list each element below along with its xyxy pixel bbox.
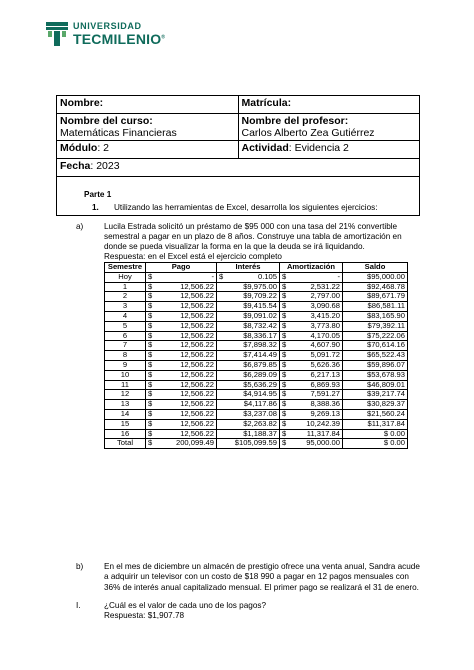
amortizacion-cell: $ 8,388.36 — [280, 400, 343, 410]
saldo-cell: $11,317.84 — [343, 419, 408, 429]
modulo-cell: Módulo: 2 — [57, 141, 239, 159]
pago-cell: $ 12,506.22 — [146, 351, 217, 361]
amortizacion-cell: $ 3,415.20 — [280, 311, 343, 321]
interes-cell: $7,414.49 — [217, 351, 280, 361]
amortizacion-cell: $ 10,242.39 — [280, 419, 343, 429]
interes-cell: $8,336.17 — [217, 331, 280, 341]
amortizacion-cell: $ 11,317.84 — [280, 429, 343, 439]
semestre-cell: 16 — [105, 429, 146, 439]
amortizacion-cell: $ 95,000.00 — [280, 439, 343, 449]
amortizacion-cell: $ 2,531.22 — [280, 282, 343, 292]
instruction-1: 1. Utilizando las herramientas de Excel, desarrolla los siguientes ejercicios: — [92, 203, 378, 213]
pago-cell: $ 12,506.22 — [146, 331, 217, 341]
profesor-cell: Nombre del profesor: Carlos Alberto Zea Gutiérrez — [238, 114, 420, 141]
amortizacion-cell: $ 3,090.68 — [280, 302, 343, 312]
pago-cell: $ 12,506.22 — [146, 302, 217, 312]
fecha-value: : 2023 — [90, 160, 120, 172]
saldo-cell: $75,222.06 — [343, 331, 408, 341]
interes-cell: $8,732.42 — [217, 321, 280, 331]
amortizacion-cell: $ - — [280, 272, 343, 282]
amortizacion-cell: $ 3,773.80 — [280, 321, 343, 331]
saldo-cell: $39,217.74 — [343, 390, 408, 400]
interes-cell: $9,975.00 — [217, 282, 280, 292]
amortizacion-cell: $ 4,607.90 — [280, 341, 343, 351]
semestre-cell: Total — [105, 439, 146, 449]
saldo-cell: $ 0.00 — [343, 429, 408, 439]
semestre-cell: 12 — [105, 390, 146, 400]
interes-cell: $5,636.29 — [217, 380, 280, 390]
exercise-a: a) Lucila Estrada solicitó un préstamo de $95 000 con una tasa del 21% convertible semestral a pagar en un plazo de 8 años. Construye una tabla de amortización en donde se pueda visualizar la forma en la que la deuda se irá liquidando. Respuesta: en el Excel está el ejercicio completo — [84, 222, 424, 263]
exercise-a-answer: Respuesta: en el Excel está el ejercicio completo — [104, 252, 282, 262]
amortizacion-cell: $ 2,797.00 — [280, 292, 343, 302]
amortizacion-cell: $ 6,217.13 — [280, 370, 343, 380]
saldo-cell: $92,468.78 — [343, 282, 408, 292]
pago-cell: $ 12,506.22 — [146, 292, 217, 302]
nombre-cell: Nombre: — [57, 96, 239, 114]
pago-cell: $ 12,506.22 — [146, 341, 217, 351]
pago-cell: $ 12,506.22 — [146, 370, 217, 380]
semestre-cell: 3 — [105, 302, 146, 312]
semestre-cell: 10 — [105, 370, 146, 380]
interes-cell: $9,415.54 — [217, 302, 280, 312]
saldo-cell: $79,392.11 — [343, 321, 408, 331]
saldo-cell: $21,560.24 — [343, 409, 408, 419]
semestre-cell: 13 — [105, 400, 146, 410]
semestre-cell: 14 — [105, 409, 146, 419]
interes-cell: $1,188.37 — [217, 429, 280, 439]
semestre-cell: 15 — [105, 419, 146, 429]
interes-cell: $3,237.08 — [217, 409, 280, 419]
logo-line-tecmilenio: TECMILENIO® — [73, 31, 166, 47]
interes-cell: $9,709.22 — [217, 292, 280, 302]
part-heading: Parte 1 — [84, 190, 112, 199]
amortization-table — [104, 262, 408, 449]
saldo-cell: $89,671.79 — [343, 292, 408, 302]
pago-cell: $ - — [146, 272, 217, 282]
interes-cell: $2,263.82 — [217, 419, 280, 429]
pago-cell: $ 12,506.22 — [146, 390, 217, 400]
semestre-cell: 5 — [105, 321, 146, 331]
exercise-b: b) En el mes de diciembre un almacén de prestigio ofrece una venta anual, Sandra acude a adquirir un televisor con un costo de $18 990 a pagar en 12 pagos mensuales con 36% de interés anual capitalizado mensual. El primer pago se realizará el 31 de enero. — [84, 562, 424, 593]
pago-cell: $ 12,506.22 — [146, 380, 217, 390]
saldo-cell: $59,896.07 — [343, 360, 408, 370]
column-header: Pago — [146, 263, 217, 273]
semestre-cell: 1 — [105, 282, 146, 292]
interes-cell: $6,289.09 — [217, 370, 280, 380]
question-i: I. ¿Cuál es el valor de cada uno de los pagos? Respuesta: $1,907.78 — [76, 600, 267, 620]
amortizacion-cell: $ 6,869.93 — [280, 380, 343, 390]
amortizacion-cell: $ 5,626.36 — [280, 360, 343, 370]
saldo-cell: $46,809.01 — [343, 380, 408, 390]
column-header: Amortización — [280, 263, 343, 273]
saldo-cell: $95,000.00 — [343, 272, 408, 282]
semestre-cell: 11 — [105, 380, 146, 390]
interes-cell: $105,099.59 — [217, 439, 280, 449]
table-row — [105, 439, 408, 449]
saldo-cell: $ 0.00 — [343, 439, 408, 449]
interes-cell: $ 0.105 — [217, 272, 280, 282]
column-header: Semestre — [105, 263, 146, 273]
semestre-cell: 8 — [105, 351, 146, 361]
actividad-cell: Actividad: Evidencia 2 — [238, 141, 420, 159]
question-i-answer: Respuesta: $1,907.78 — [104, 611, 185, 620]
pago-cell: $ 12,506.22 — [146, 400, 217, 410]
interes-cell: $7,898.32 — [217, 341, 280, 351]
pago-cell: $ 12,506.22 — [146, 282, 217, 292]
column-header: Saldo — [343, 263, 408, 273]
pago-cell: $ 12,506.22 — [146, 311, 217, 321]
interes-cell: $6,879.85 — [217, 360, 280, 370]
exercise-b-text: En el mes de diciembre un almacén de prestigio ofrece una venta anual, Sandra acude a adquirir un televisor con un costo de $18 990 a pagar en 12 pagos mensuales con 36% de interés anual capitalizado mensual. El primer pago se realizará el 31 de enero. — [104, 562, 420, 592]
column-header: Interés — [217, 263, 280, 273]
saldo-cell: $53,678.93 — [343, 370, 408, 380]
table-header-row — [105, 263, 408, 273]
pago-cell: $ 12,506.22 — [146, 321, 217, 331]
interes-cell: $4,914.95 — [217, 390, 280, 400]
amortizacion-cell: $ 9,269.13 — [280, 409, 343, 419]
saldo-cell: $70,614.16 — [343, 341, 408, 351]
exercise-a-text: Lucila Estrada solicitó un préstamo de $95 000 con una tasa del 21% convertible semestral a pagar en un plazo de 8 años. Construye una tabla de amortización en donde se pueda visualizar la forma en la que la deuda se irá liquidando. — [104, 221, 402, 251]
amortizacion-cell: $ 5,091.72 — [280, 351, 343, 361]
semestre-cell: 2 — [105, 292, 146, 302]
university-logo — [46, 22, 165, 46]
exercise-content — [76, 190, 424, 263]
saldo-cell: $30,829.37 — [343, 400, 408, 410]
logo-line-universidad: UNIVERSIDAD — [73, 21, 142, 31]
curso-cell: Nombre del curso: Matemáticas Financieras — [57, 114, 239, 141]
semestre-cell: 6 — [105, 331, 146, 341]
interes-cell: $4,117.86 — [217, 400, 280, 410]
saldo-cell: $86,581.11 — [343, 302, 408, 312]
question-i-text: ¿Cuál es el valor de cada uno de los pagos? — [104, 600, 267, 610]
saldo-cell: $83,165.90 — [343, 311, 408, 321]
semestre-cell: 4 — [105, 311, 146, 321]
tecmilenio-logo-icon — [46, 22, 68, 46]
interes-cell: $9,091.02 — [217, 311, 280, 321]
pago-cell: $ 12,506.22 — [146, 419, 217, 429]
matricula-cell: Matrícula: — [238, 96, 420, 114]
profesor-value: Carlos Alberto Zea Gutiérrez — [241, 127, 375, 139]
fecha-cell: Fecha: 2023 — [57, 159, 420, 177]
actividad-value: : Evidencia 2 — [288, 142, 349, 154]
modulo-value: : 2 — [97, 142, 110, 154]
semestre-cell: 9 — [105, 360, 146, 370]
pago-cell: $ 12,506.22 — [146, 409, 217, 419]
pago-cell: $ 12,506.22 — [146, 429, 217, 439]
amortizacion-cell: $ 4,170.05 — [280, 331, 343, 341]
amortizacion-cell: $ 7,591.27 — [280, 390, 343, 400]
saldo-cell: $65,522.43 — [343, 351, 408, 361]
curso-value: Matemáticas Financieras — [60, 127, 177, 139]
pago-cell: $ 200,099.49 — [146, 439, 217, 449]
exercise-b-section — [76, 562, 424, 621]
semestre-cell: 7 — [105, 341, 146, 351]
pago-cell: $ 12,506.22 — [146, 360, 217, 370]
semestre-cell: Hoy — [105, 272, 146, 282]
